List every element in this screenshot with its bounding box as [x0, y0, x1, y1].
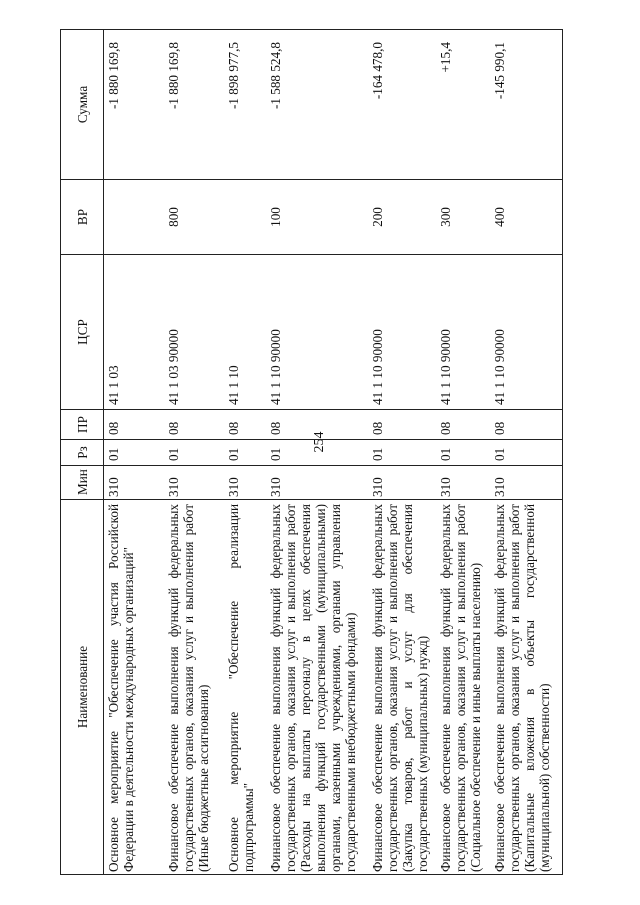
row-pr: 08	[266, 410, 368, 440]
row-sum: -1 898 977,5	[224, 30, 266, 180]
row-pr: 08	[436, 410, 490, 440]
row-sum: -145 990,1	[490, 30, 563, 180]
row-pr: 08	[164, 410, 224, 440]
row-rz: 01	[490, 440, 563, 466]
header-pr: ПР	[61, 410, 104, 440]
row-pr: 08	[104, 410, 165, 440]
table-row	[436, 30, 490, 875]
row-name: Основное мероприятие "Обеспечение участия Российской Федерации в деятельности международных организаций"	[104, 500, 165, 875]
row-min: 310	[266, 466, 368, 500]
row-pr: 08	[224, 410, 266, 440]
table-row	[104, 30, 165, 875]
row-min: 310	[368, 466, 436, 500]
row-vr	[224, 180, 266, 255]
table-row	[490, 30, 563, 875]
row-name: Финансовое обеспечение выполнения функций федеральных государственных органов, оказания услуг и выполнения работ (Социальное обеспечение и иные выплаты населению)	[436, 500, 490, 875]
page-number: 254	[312, 431, 327, 453]
row-sum: -1 880 169,8	[104, 30, 165, 180]
row-vr: 100	[266, 180, 368, 255]
row-min: 310	[490, 466, 563, 500]
row-vr: 800	[164, 180, 224, 255]
row-csr: 41 1 10	[224, 255, 266, 410]
header-vr: ВР	[61, 180, 104, 255]
row-rz: 01	[266, 440, 368, 466]
row-pr: 08	[490, 410, 563, 440]
row-csr: 41 1 03 90000	[164, 255, 224, 410]
table-row	[224, 30, 266, 875]
row-rz: 01	[164, 440, 224, 466]
row-csr: 41 1 10 90000	[436, 255, 490, 410]
row-min: 310	[104, 466, 165, 500]
row-min: 310	[164, 466, 224, 500]
row-rz: 01	[436, 440, 490, 466]
row-sum: -1 880 169,8	[164, 30, 224, 180]
row-vr: 400	[490, 180, 563, 255]
row-name: Финансовое обеспечение выполнения функций федеральных государственных органов, оказания услуг и выполнения работ (Расходы на выплаты персоналу в целях обеспечения выполнения функций государственными (муниципальными) органами, казенными учреждениями, органами управления государственными внебюджетными фондами)	[266, 500, 368, 875]
row-csr: 41 1 10 90000	[266, 255, 368, 410]
row-name: Финансовое обеспечение выполнения функций федеральных государственных органов, оказания услуг и выполнения работ (Иные бюджетные ассигнования)	[164, 500, 224, 875]
rotated-page-content	[60, 30, 620, 875]
header-name: Наименование	[61, 500, 104, 875]
header-csr: ЦСР	[61, 255, 104, 410]
table-header	[61, 30, 104, 875]
row-csr: 41 1 10 90000	[490, 255, 563, 410]
row-rz: 01	[224, 440, 266, 466]
row-sum: +15,4	[436, 30, 490, 180]
row-rz: 01	[368, 440, 436, 466]
header-rz: Рз	[61, 440, 104, 466]
row-name: Основное мероприятие "Обеспечение реализации подпрограммы"	[224, 500, 266, 875]
row-sum: -164 478,0	[368, 30, 436, 180]
row-rz: 01	[104, 440, 165, 466]
header-sum: Сумма	[61, 30, 104, 180]
row-min: 310	[436, 466, 490, 500]
row-vr: 300	[436, 180, 490, 255]
row-vr: 200	[368, 180, 436, 255]
table-row	[368, 30, 436, 875]
row-min: 310	[224, 466, 266, 500]
row-vr	[104, 180, 165, 255]
row-name: Финансовое обеспечение выполнения функций федеральных государственных органов, оказания услуг и выполнения работ (Закупка товаров, работ и услуг для обеспечения государственных (муниципальных) нужд)	[368, 500, 436, 875]
table-row	[266, 30, 368, 875]
row-csr: 41 1 10 90000	[368, 255, 436, 410]
row-csr: 41 1 03	[104, 255, 165, 410]
header-min: Мин	[61, 466, 104, 500]
row-sum: -1 588 524,8	[266, 30, 368, 180]
table-row	[164, 30, 224, 875]
row-pr: 08	[368, 410, 436, 440]
row-name: Финансовое обеспечение выполнения функций федеральных государственных органов, оказания услуг и выполнения работ (Капитальные вложения в объекты государственной (муниципальной) собственности)	[490, 500, 563, 875]
budget-table	[60, 29, 563, 875]
